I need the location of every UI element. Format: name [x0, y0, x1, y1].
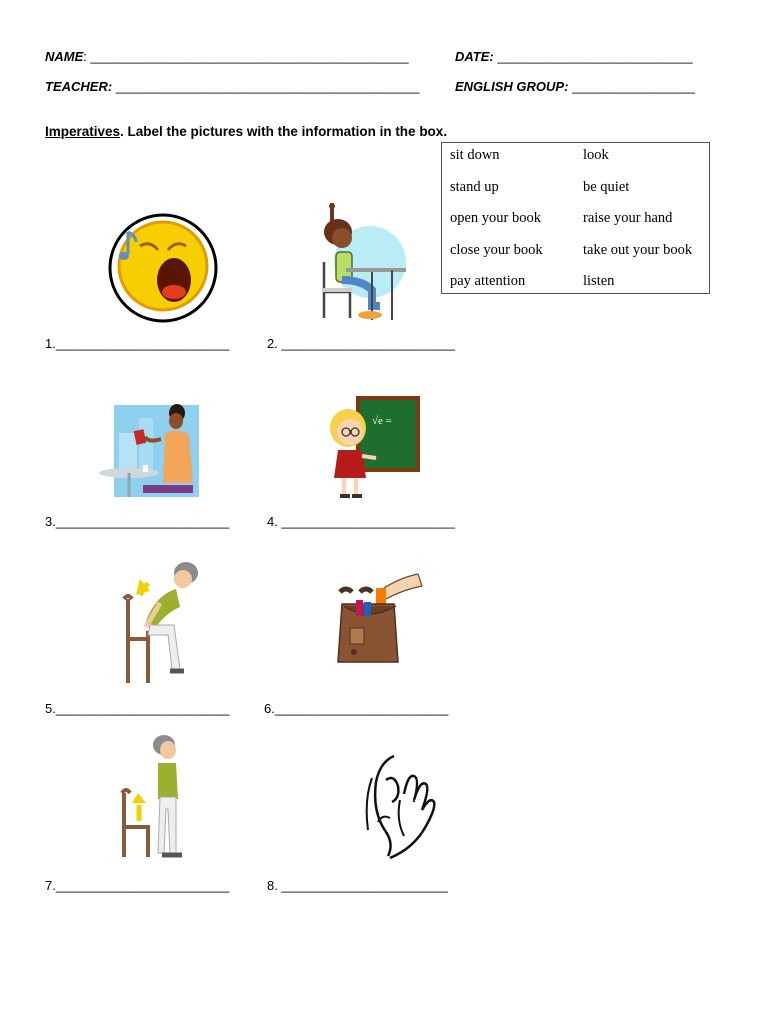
word-item: open your book [450, 210, 542, 226]
teacher-label: TEACHER: [45, 79, 113, 94]
word-item: stand up [450, 179, 499, 195]
answer-line-8[interactable]: 8. _______________________ [267, 878, 448, 893]
date-row [455, 49, 693, 64]
hand-cupped-ear-icon [364, 750, 436, 862]
singing-emoji-icon [104, 210, 222, 325]
answer-line-7[interactable]: 7.________________________ [45, 878, 230, 893]
answer-line-6[interactable]: 6.________________________ [264, 701, 449, 716]
word-item: close your book [450, 242, 543, 258]
answer-line-3[interactable]: 3.________________________ [45, 514, 230, 529]
date-label: DATE: [455, 49, 494, 64]
answer-line-2[interactable]: 2. ________________________ [267, 336, 455, 351]
word-item: take out your book [583, 242, 693, 258]
word-item: sit down [450, 147, 500, 163]
name-field[interactable]: : ____________________________________________ [83, 49, 409, 64]
student-at-desk-icon [312, 200, 412, 325]
man-sitting-down-icon [120, 559, 204, 685]
woman-reading-icon [99, 403, 201, 499]
answer-line-5[interactable]: 5.________________________ [45, 701, 230, 716]
word-box [441, 142, 710, 294]
group-row [455, 79, 695, 94]
instructions-topic: Imperatives [45, 124, 121, 139]
word-item: pay attention [450, 273, 526, 289]
date-field[interactable]: ___________________________ [493, 49, 693, 64]
word-item: look [583, 147, 609, 163]
hand-taking-book-icon [334, 570, 426, 672]
answer-line-1[interactable]: 1.________________________ [45, 336, 230, 351]
name-label: NAME [45, 49, 84, 64]
group-label: ENGLISH GROUP: [455, 79, 569, 94]
name-row [45, 49, 409, 64]
word-item: listen [583, 273, 615, 289]
man-standing-up-icon [118, 733, 198, 861]
svg-text:√e =: √e = [372, 415, 392, 427]
word-item: raise your hand [583, 210, 673, 226]
girl-at-chalkboard-icon [322, 394, 422, 500]
teacher-field[interactable]: __________________________________________ [112, 79, 420, 94]
word-item: be quiet [583, 179, 630, 195]
group-field[interactable]: _________________ [568, 79, 695, 94]
answer-line-4[interactable]: 4. ________________________ [267, 514, 455, 529]
teacher-row [45, 79, 419, 94]
instructions [45, 124, 447, 139]
instructions-text: . Label the pictures with the information in the box. [120, 124, 448, 139]
